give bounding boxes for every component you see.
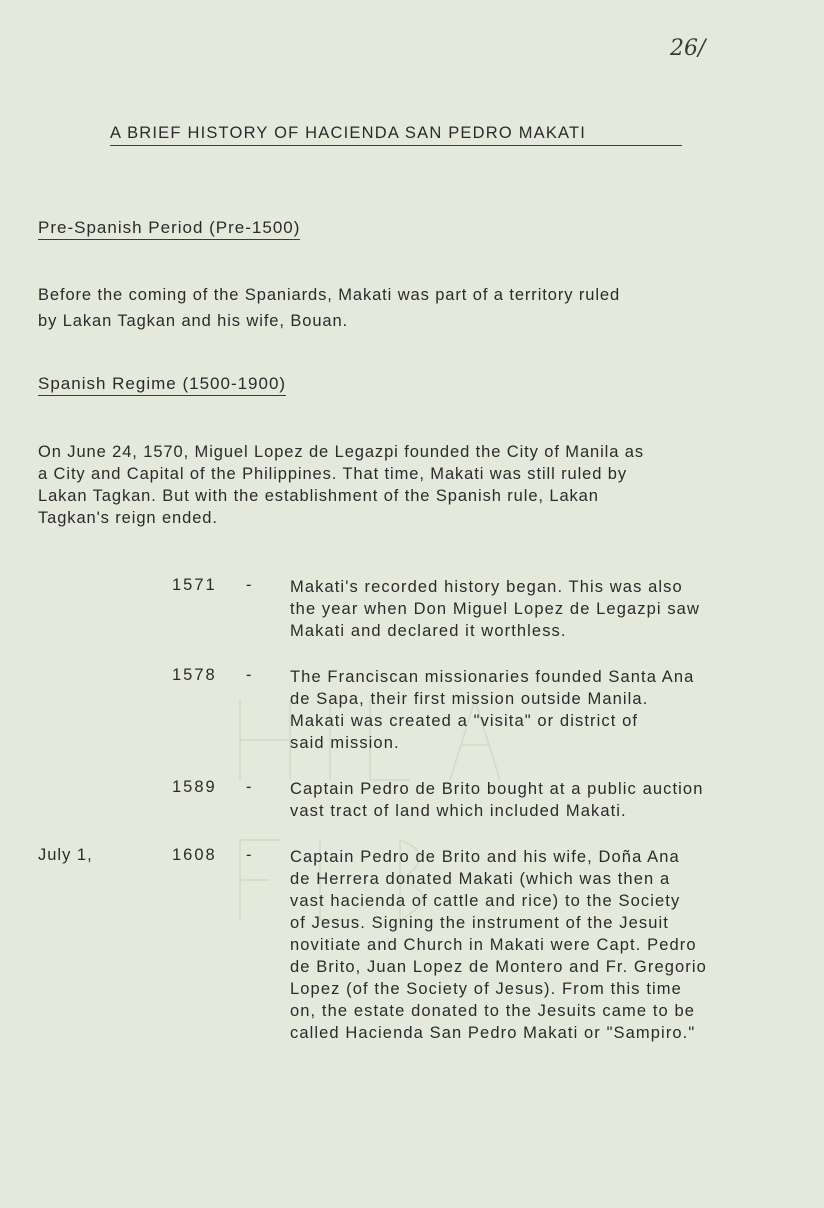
entry-line: vast tract of land which included Makati. <box>290 802 627 820</box>
entry-line: de Sapa, their first mission outside Manila. <box>290 690 649 708</box>
page-number: 26/ <box>670 36 706 61</box>
entry-dash: - <box>246 576 252 594</box>
entry-description <box>290 666 800 754</box>
entry-line: Captain Pedro de Brito and his wife, Doña Ana <box>290 848 680 866</box>
entry-line: said mission. <box>290 734 400 752</box>
entry-line: de Herrera donated Makati (which was then a <box>290 870 671 888</box>
body-line: Lakan Tagkan. But with the establishment of the Spanish rule, Lakan <box>38 487 599 505</box>
entry-line: Makati's recorded history began. This was also <box>290 578 683 596</box>
entry-dash: - <box>246 666 252 684</box>
entry-line: Makati was created a "visita" or district of <box>290 712 639 730</box>
entry-line: called Hacienda San Pedro Makati or "Sampiro." <box>290 1024 696 1042</box>
body-line: a City and Capital of the Philippines. That time, Makati was still ruled by <box>38 465 628 483</box>
section-body-spanish-regime <box>38 441 790 529</box>
entry-dash: - <box>246 846 252 864</box>
entry-description <box>290 778 800 822</box>
entry-line: The Franciscan missionaries founded Santa Ana <box>290 668 695 686</box>
section-heading-pre-spanish: Pre-Spanish Period (Pre-1500) <box>38 218 300 240</box>
entry-year: 1608 <box>172 846 217 864</box>
body-line: Tagkan's reign ended. <box>38 509 218 527</box>
entry-line: of Jesus. Signing the instrument of the Jesuit <box>290 914 669 932</box>
section-body-pre-spanish <box>38 284 790 332</box>
entry-description <box>290 576 800 642</box>
body-line: by Lakan Tagkan and his wife, Bouan. <box>38 312 349 330</box>
entry-line: Makati and declared it worthless. <box>290 622 567 640</box>
entry-year: 1578 <box>172 666 217 684</box>
entry-line: vast hacienda of cattle and rice) to the Society <box>290 892 681 910</box>
body-line: Before the coming of the Spaniards, Makati was part of a territory ruled <box>38 286 621 304</box>
entry-line: Captain Pedro de Brito bought at a public auction <box>290 780 704 798</box>
entry-line: novitiate and Church in Makati were Capt. Pedro <box>290 936 697 954</box>
document-title: A BRIEF HISTORY OF HACIENDA SAN PEDRO MAKATI <box>110 124 682 146</box>
body-line: On June 24, 1570, Miguel Lopez de Legazpi founded the City of Manila as <box>38 443 645 461</box>
entry-description <box>290 846 800 1044</box>
entry-year: 1589 <box>172 778 217 796</box>
entry-line: the year when Don Miguel Lopez de Legazpi saw <box>290 600 700 618</box>
entry-line: Lopez (of the Society of Jesus). From this time <box>290 980 682 998</box>
entry-year: 1571 <box>172 576 217 594</box>
entry-dash: - <box>246 778 252 796</box>
entry-date-prefix: July 1, <box>38 846 93 864</box>
entry-line: de Brito, Juan Lopez de Montero and Fr. Gregorio <box>290 958 707 976</box>
section-heading-spanish-regime: Spanish Regime (1500-1900) <box>38 374 286 396</box>
entry-line: on, the estate donated to the Jesuits came to be <box>290 1002 696 1020</box>
